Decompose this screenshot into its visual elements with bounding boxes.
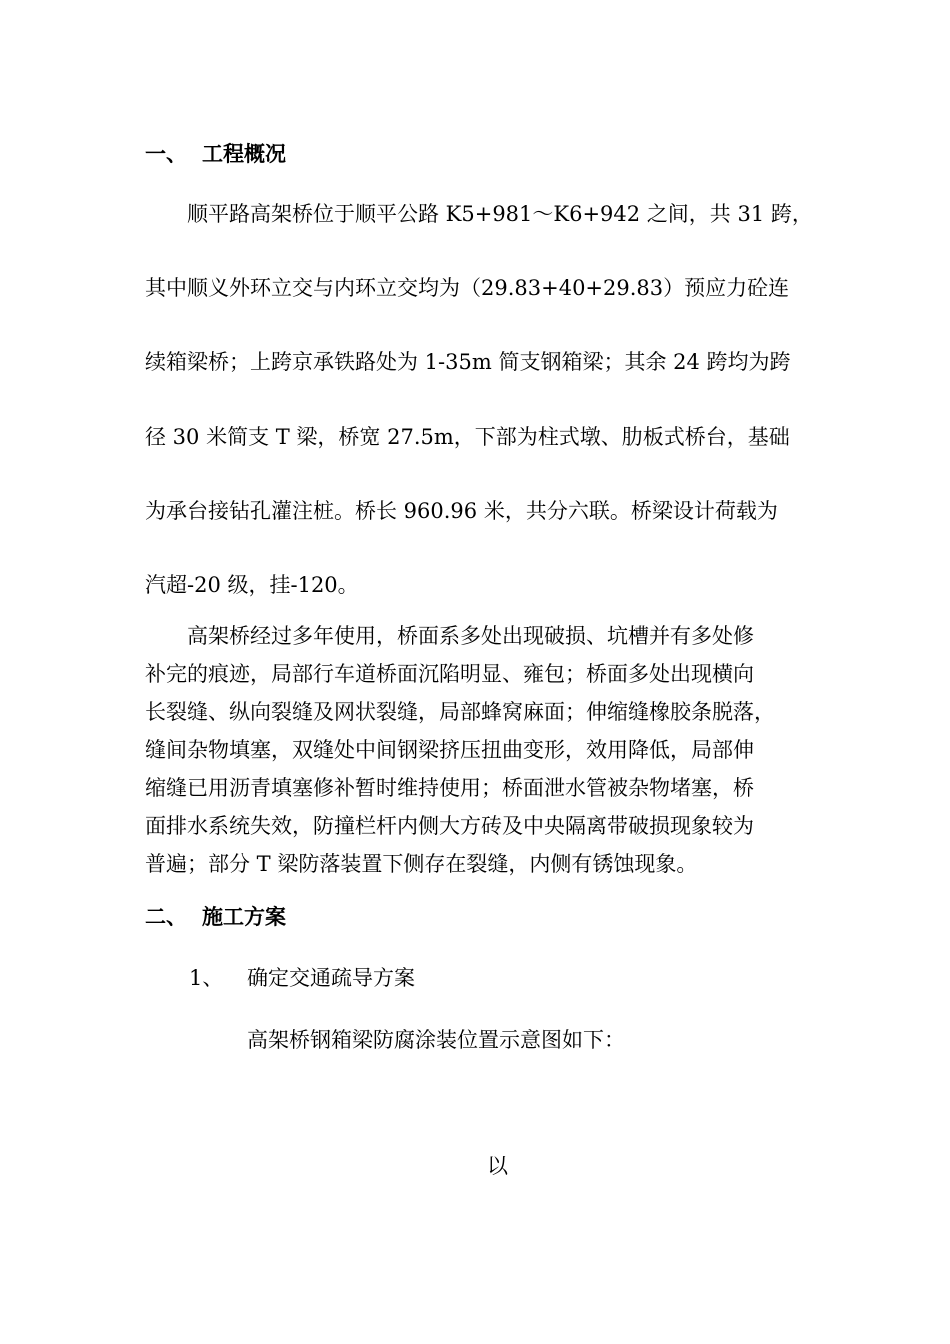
paragraph-line: 面排水系统失效，防撞栏杆内侧大方砖及中央隔离带破损现象较为 (145, 814, 754, 838)
paragraph-line: 缩缝已用沥青填塞修补暂时维持使用；桥面泄水管被杂物堵塞，桥 (145, 776, 754, 800)
section-title: 施工方案 (202, 904, 286, 929)
paragraph-line: 高架桥经过多年使用，桥面系多处出现破损、坑槽并有多处修 (187, 624, 754, 648)
paragraph-line: 汽超-20 级，挂-120。 (145, 573, 359, 597)
paragraph-line: 普遍；部分 T 梁防落装置下侧存在裂缝，内侧有锈蚀现象。 (145, 852, 698, 876)
paragraph-line: 长裂缝、纵向裂缝及网状裂缝，局部蜂窝麻面；伸缩缝橡胶条脱落， (145, 700, 775, 724)
sub-item-title: 确定交通疏导方案 (247, 966, 415, 990)
trailing-text-fragment: 以 (487, 1154, 508, 1178)
paragraph-line: 续箱梁桥；上跨京承铁路处为 1-35m 简支钢箱梁；其余 24 跨均为跨 (145, 350, 791, 374)
paragraph-line: 缝间杂物填塞，双缝处中间钢梁挤压扭曲变形，效用降低，局部伸 (145, 738, 754, 762)
paragraph-line: 补完的痕迹，局部行车道桥面沉陷明显、雍包；桥面多处出现横向 (145, 662, 754, 686)
paragraph-line: 其中顺义外环立交与内环立交均为（29.83+40+29.83）预应力砼连 (145, 276, 790, 300)
sub-paragraph: 高架桥钢箱梁防腐涂装位置示意图如下： (247, 1028, 625, 1052)
section-number: 一、 (145, 141, 187, 166)
section-heading-2 (145, 906, 286, 927)
paragraph-line: 顺平路高架桥位于顺平公路 K5+981～K6+942 之间，共 31 跨， (187, 202, 813, 226)
sub-item-number: 1、 (189, 966, 224, 990)
section-title: 工程概况 (202, 141, 286, 166)
paragraph-line: 径 30 米简支 T 梁，桥宽 27.5m，下部为柱式墩、肋板式桥台，基础 (145, 425, 790, 449)
section-heading-1 (145, 143, 286, 164)
sub-item-1 (189, 968, 415, 989)
paragraph-line: 为承台接钻孔灌注桩。桥长 960.96 米，共分六联。桥梁设计荷载为 (145, 499, 778, 523)
section-number: 二、 (145, 904, 187, 929)
